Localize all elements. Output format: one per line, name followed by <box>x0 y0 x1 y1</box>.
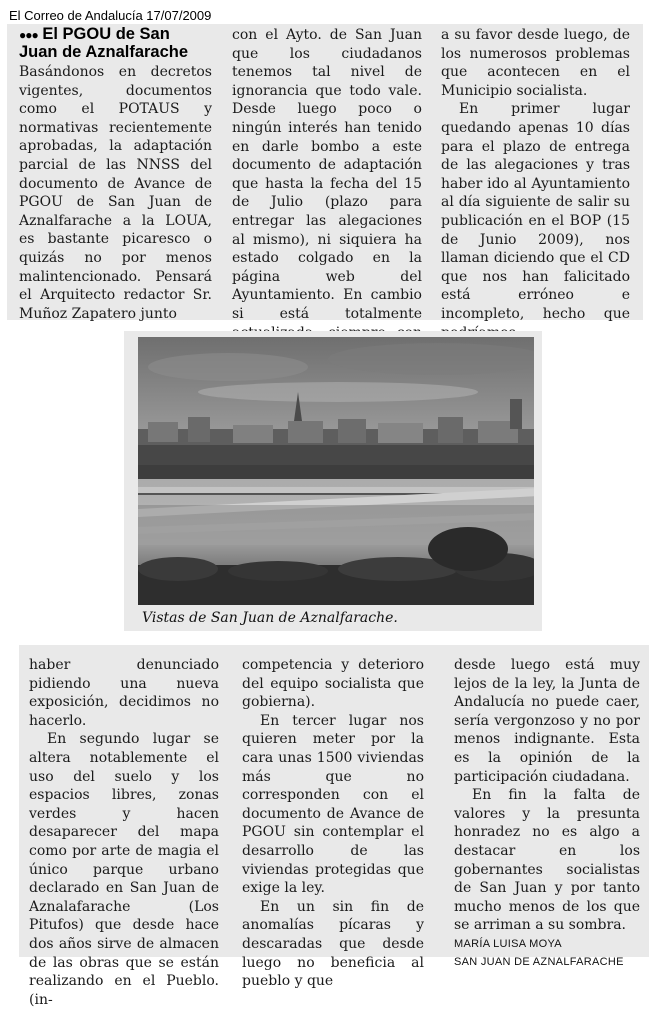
paragraph: con el Ayto. de San Juan que los ciudadanos tenemos tal nivel de ignorancia que todo vale. Desde luego poco o ningún interés han tenido en darle bombo a este documento de adaptación que hasta la fecha del 15 de Julio (plazo para entregar las alegaciones al mismo), ni siquiera ha estado colgado en la página web del Ayuntamiento. En cambio si está totalmente <box>232 27 422 322</box>
paragraph: En un sin fin de anomalías pícaras y descaradas que desde luego no beneficia al pueblo y que <box>242 898 424 990</box>
paragraph: En segundo lugar se altera notablemente el uso del suelo y los espacios libres, zonas verdes y hacen desaparecer del mapa como por arte de magia el único parque urbano declarado en San Juan de Aznalafarache (Los Pitufos) que desde hace dos años sirve de almacen de las obras que se están realizando en el Pueblo.(in- <box>29 731 219 1008</box>
paragraph: Basándonos en decretos vigentes, documentos como el POTAUS y normativas recientemente aprobadas, la adaptación parcial de las NNSS del documento de Avance de PGOU de San Juan de Aznalfarache a la LOUA, es bastante picaresco o quizás no por menos malintencionado. Pensará el Arquitecto redactor Sr. Muñoz Zapatero junto <box>19 64 212 322</box>
author-name: MARÍA LUISA MOYA <box>454 937 562 950</box>
bottom-column-1 <box>29 656 219 1009</box>
paragraph: haber denunciado pidiendo una nueva exposición, decidimos no hacerlo. <box>29 657 219 729</box>
paragraph: En primer lugar quedando apenas 10 días para el plazo de entrega de las alegaciones y tras haber ido al Ayuntamiento al día siguiente de salir su publicación en el BOP (15 de Junio 2009), nos llaman diciendo que el CD que nos han falicitado está erróneo e incompleto, hecho que <box>441 101 630 322</box>
city-skyline-photo <box>138 337 534 605</box>
paragraph: desde luego está muy lejos de la ley, la Junta de Andalucía no puede caer, sería vergonzoso y no por menos indignante. Esta es la opinión de la participación ciudadana. <box>454 657 640 785</box>
top-column-3 <box>441 26 630 342</box>
paragraph: competencia y deterioro del equipo socialista que gobierna). <box>242 657 424 711</box>
paragraph: a su favor desde luego, de los numerosos problemas que acontecen en el Municipio socialista. <box>441 27 630 99</box>
source-line: El Correo de Andalucía 17/07/2009 <box>9 8 212 23</box>
headline <box>19 26 212 61</box>
paragraph: En tercer lugar nos quieren meter por la cara unas 1500 viviendas más que no corresponden con el documento de Avance de PGOU sin contemplar el desarrollo de las viviendas protegidas que exige la ley. <box>242 712 424 897</box>
top-column-2 <box>232 26 422 361</box>
bullet-icon: ●●● <box>19 28 38 42</box>
paragraph: En fin la falta de valores y la presunta honradez no es algo a destacar en los gobernantes socialistas de San Juan y por tanto mucho menos de los que se arriman a su sombra. <box>454 787 640 934</box>
top-column-1 <box>19 26 212 323</box>
author-location: SAN JUAN DE AZNALFARACHE <box>454 955 624 968</box>
bottom-column-2 <box>242 656 424 991</box>
bottom-column-3 <box>454 656 640 971</box>
photo-caption: Vistas de San Juan de Aznalfarache. <box>142 610 398 626</box>
headline-text: El PGOU de San Juan de Aznalfarache <box>19 25 189 61</box>
